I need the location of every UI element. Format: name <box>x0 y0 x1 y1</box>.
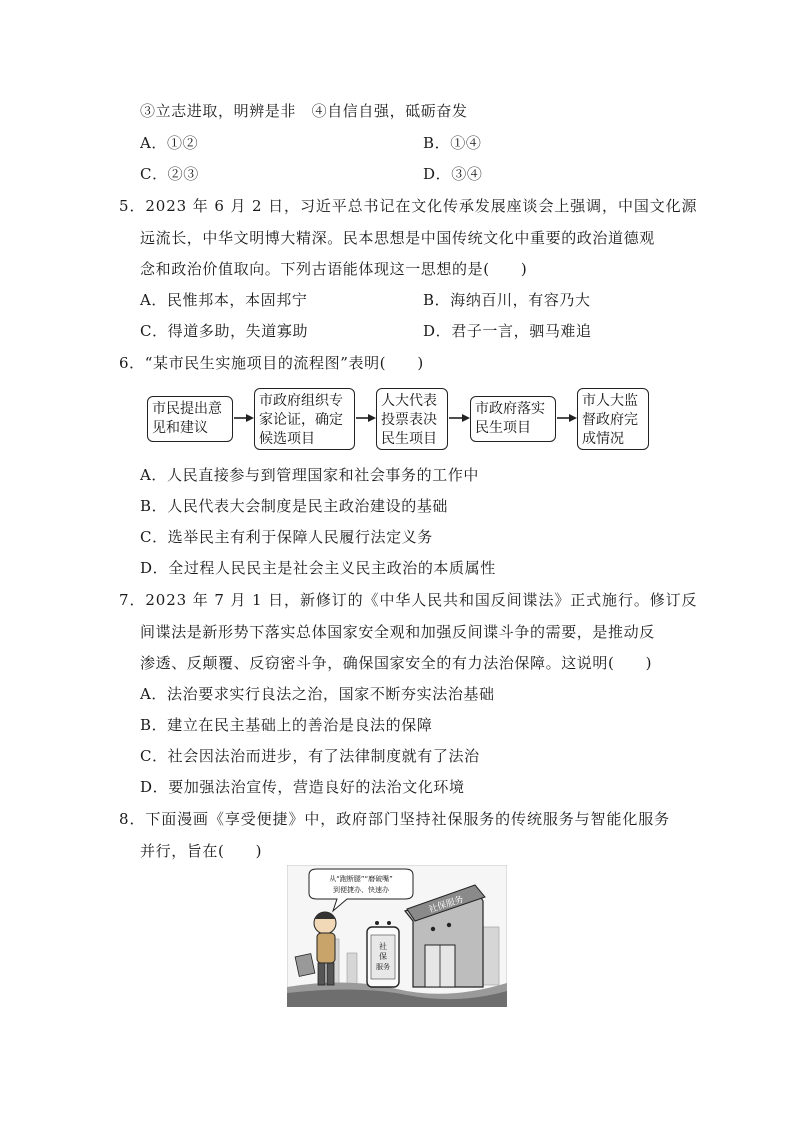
q7-option-b[interactable]: B．建立在民主基础上的善治是良法的保障 <box>140 716 433 734</box>
comic-illustration <box>287 865 507 1007</box>
flowchart <box>147 388 647 450</box>
question-5-stem-line3: 念和政治价值取向。下列古语能体现这一思想的是( ) <box>140 260 528 278</box>
q5-option-a[interactable]: A．民惟邦本，本固邦宁 <box>140 291 308 309</box>
q6-option-d[interactable]: D．全过程人民民主是社会主义民主政治的本质属性 <box>140 559 496 577</box>
question-8-stem-line2: 并行，旨在( ) <box>140 842 263 860</box>
q5-option-b[interactable]: B．海纳百川，有容乃大 <box>423 291 591 309</box>
q7-option-a[interactable]: A．法治要求实行良法之治，国家不断夯实法治基础 <box>140 685 495 703</box>
question-8-stem-line1: 8．下面漫画《享受便捷》中，政府部门坚持社保服务的传统服务与智能化服务 <box>119 810 671 828</box>
flow-arrow-2 <box>356 414 376 422</box>
flow-box-4: 市政府落实 民生项目 <box>470 396 556 442</box>
q7-option-d[interactable]: D．要加强法治宣传，营造良好的法治文化环境 <box>140 778 465 796</box>
comic-bubble-line1: 从“跑断腿”“磨破嘴” <box>329 875 393 883</box>
q6-option-a[interactable]: A．人民直接参与到管理国家和社会事务的工作中 <box>140 466 480 484</box>
q4-option-a[interactable]: A．①② <box>140 134 199 152</box>
question-4-items: ③立志进取，明辨是非 ④自信自强，砥砺奋发 <box>140 102 468 120</box>
comic-building-sign: 社保服务 <box>427 894 466 916</box>
q5-option-c[interactable]: C．得道多助，失道寡助 <box>140 322 309 340</box>
flow-arrow-4 <box>557 414 577 422</box>
flow-box-1: 市民提出意 见和建议 <box>147 396 233 442</box>
question-7-stem-line3: 渗透、反颠覆、反窃密斗争，确保国家安全的有力法治保障。这说明( ) <box>140 654 653 672</box>
comic-phone-text-2: 保 <box>379 952 387 961</box>
q4-option-c[interactable]: C．②③ <box>140 165 199 183</box>
question-5-stem-line2: 远流长，中华文明博大精深。民本思想是中国传统文化中重要的政治道德观 <box>140 229 655 247</box>
flow-arrow-3 <box>449 414 470 422</box>
q4-option-d[interactable]: D．③④ <box>423 165 483 183</box>
comic-drawing <box>287 865 507 1007</box>
question-6-stem: 6．“某市民生实施项目的流程图”表明( ) <box>119 354 424 372</box>
q7-option-c[interactable]: C．社会因法治而进步，有了法律制度就有了法治 <box>140 747 480 765</box>
q6-option-b[interactable]: B．人民代表大会制度是民主政治建设的基础 <box>140 497 449 515</box>
q5-option-d[interactable]: D．君子一言，驷马难追 <box>423 322 592 340</box>
q4-option-b[interactable]: B．①④ <box>423 134 482 152</box>
flow-arrow-1 <box>234 414 254 422</box>
question-7-stem-line2: 间谍法是新形势下落实总体国家安全观和加强反间谍斗争的需要，是推动反 <box>140 623 655 641</box>
question-7-stem-line1: 7．2023 年 7 月 1 日，新修订的《中华人民共和国反间谍法》正式施行。修订反 <box>119 591 698 609</box>
comic-phone-text-1: 社 <box>379 942 387 951</box>
flow-box-5: 市人大监 督政府完 成情况 <box>577 388 649 450</box>
comic-phone-text-3: 服务 <box>376 963 390 971</box>
flow-box-3: 人大代表 投票表决 民生项目 <box>376 388 448 450</box>
question-5-stem-line1: 5．2023 年 6 月 2 日，习近平总书记在文化传承发展座谈会上强调，中国文化源 <box>119 197 698 215</box>
q6-option-c[interactable]: C．选举民主有利于保障人民履行法定义务 <box>140 528 433 546</box>
comic-bubble-line2: 到便捷办、快速办 <box>333 886 389 894</box>
flow-box-2: 市政府组织专 家论证，确定 候选项目 <box>254 388 355 450</box>
